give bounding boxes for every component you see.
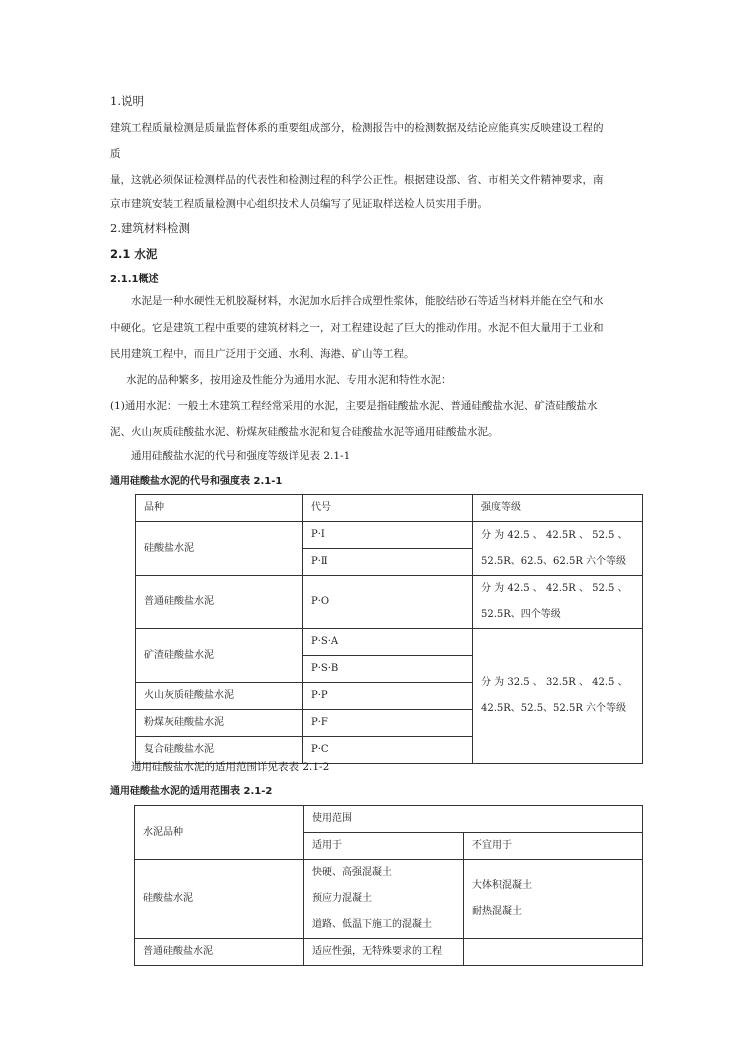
text-line: 质	[110, 148, 121, 160]
cell-line: 52.5R、62.5、62.5R 六个等级	[481, 555, 627, 567]
text-line: (1)通用水泥：一般土木建筑工程经常采用的水泥，主要是指硅酸盐水泥、普通硅酸盐水泥、矿渣硅酸盐水	[110, 400, 598, 412]
text-line: 通用硅酸盐水泥的代号和强度等级详见表 2.1-1	[131, 450, 351, 462]
cell-line: 分 为 32.5 、 32.5R 、 42.5 、	[481, 677, 628, 688]
table-header-row	[135, 806, 643, 833]
header-cell: 代号	[303, 495, 473, 522]
cell	[473, 522, 643, 576]
cell: P·F	[303, 710, 473, 737]
text-line: 建筑工程质量检测是质量监督体系的重要组成部分，检测报告中的检测数据及结论应能真实反映建设工程的	[110, 122, 604, 134]
cell-line: 大体积混凝土	[472, 880, 532, 891]
text-line: 水泥的品种繁多，按用途及性能分为通用水泥、专用水泥和特性水泥：	[126, 374, 452, 386]
cement-usage-table	[134, 805, 643, 966]
cell-line: 预应力混凝土	[312, 893, 372, 904]
cell-line: 分 为 42.5 、 42.5R 、 52.5 、	[481, 583, 628, 594]
cell-line: 耐热混凝土	[472, 906, 522, 917]
table-row	[136, 629, 643, 656]
cell: 矿渣硅酸盐水泥	[136, 629, 303, 683]
text-line: 泥、火山灰质硅酸盐水泥、粉煤灰硅酸盐水泥和复合硅酸盐水泥等通用硅酸盐水泥。	[110, 426, 499, 438]
table-row	[135, 939, 643, 966]
cell-line: 快硬、高强混凝土	[312, 867, 392, 878]
header-cell: 适用于	[304, 833, 464, 860]
cell: 硅酸盐水泥	[136, 522, 303, 576]
section-1-heading: 1.说明	[110, 94, 144, 108]
cell: P·S·B	[303, 656, 473, 683]
cell: P·S·A	[303, 629, 473, 656]
table-row	[136, 522, 643, 549]
cell: 普通硅酸盐水泥	[135, 939, 304, 966]
cell-line: 道路、低温下施工的混凝土	[312, 919, 432, 930]
cell	[464, 860, 643, 939]
cement-grade-table	[135, 494, 643, 764]
table-header-row	[136, 495, 643, 522]
text-line: 水泥是一种水硬性无机胶凝材料，水泥加水后拌合成塑性浆体，能胶结砂石等适当材料并能在空气和水	[131, 295, 604, 307]
cell: 火山灰质硅酸盐水泥	[136, 683, 303, 710]
cell: P·Ⅱ	[303, 549, 473, 576]
cell	[464, 939, 643, 966]
cell-line: 分 为 42.5 、 42.5R 、 52.5 、	[481, 529, 628, 541]
table-row	[136, 576, 643, 629]
text-line: 通用硅酸盐水泥的适用范围详见表表 2.1-2	[131, 761, 330, 773]
cell: 粉煤灰硅酸盐水泥	[136, 710, 303, 737]
section-2-1-1-heading: 2.1.1概述	[110, 274, 159, 285]
section-2-1-heading: 2.1 水泥	[110, 247, 158, 261]
cell: 普通硅酸盐水泥	[136, 576, 303, 629]
text-line: 京市建筑安装工程质量检测中心组织技术人员编写了见证取样送检人员实用手册。	[110, 198, 488, 210]
header-cell: 强度等级	[473, 495, 643, 522]
header-cell: 不宜用于	[464, 833, 643, 860]
cell: P·O	[303, 576, 473, 629]
cell	[304, 860, 464, 939]
cell: 适应性强，无特殊要求的工程	[304, 939, 464, 966]
header-cell: 品种	[136, 495, 303, 522]
header-cell: 使用范围	[304, 806, 643, 833]
cell: 复合硅酸盐水泥	[136, 737, 303, 764]
section-2-heading: 2.建筑材料检测	[110, 221, 190, 235]
table-1-caption: 通用硅酸盐水泥的代号和强度表 2.1-1	[110, 476, 283, 487]
cell-line: 42.5R、52.5、52.5R 六个等级	[481, 703, 627, 714]
cell	[473, 629, 643, 764]
text-line: 量，这就必须保证检测样品的代表性和检测过程的科学公正性。根据建设部、省、市相关文件精神要求，南	[110, 174, 604, 186]
text-line: 中硬化。它是建筑工程中重要的建筑材料之一，对工程建设起了巨大的推动作用。水泥不但大量用于工业和	[110, 322, 604, 334]
table-2-caption: 通用硅酸盐水泥的适用范围表 2.1-2	[110, 786, 273, 797]
cell: P·C	[303, 737, 473, 764]
cell: 硅酸盐水泥	[135, 860, 304, 939]
cell	[473, 576, 643, 629]
cell-line: 52.5R、四个等级	[481, 609, 561, 620]
cell: P·P	[303, 683, 473, 710]
cell: P·Ⅰ	[303, 522, 473, 549]
header-cell: 水泥品种	[135, 806, 304, 860]
table-row	[135, 860, 643, 939]
text-line: 民用建筑工程中，而且广泛用于交通、水利、海港、矿山等工程。	[110, 348, 415, 360]
